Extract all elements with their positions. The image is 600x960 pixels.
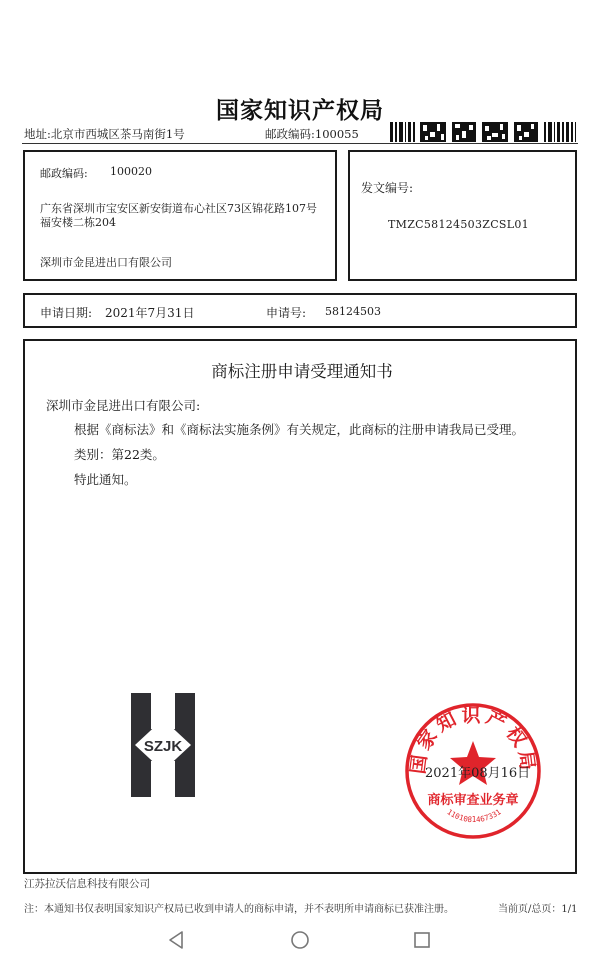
dispatch-number-box <box>348 150 577 281</box>
recipient-address-line1: 广东省深圳市宝安区新安街道布心社区73区锦花路107号 <box>40 202 317 215</box>
dispatch-number-value: TMZC58124503ZCSL01 <box>388 218 529 231</box>
recipient-address-line2: 福安楼二栋204 <box>40 216 116 229</box>
notice-closing: 特此通知。 <box>74 472 137 487</box>
seal-date: 2021年08月16日 <box>425 766 531 781</box>
back-icon[interactable] <box>166 929 188 951</box>
trademark-logo <box>129 691 197 799</box>
header-rule <box>22 143 578 144</box>
notice-category: 类别：第22类。 <box>74 447 165 462</box>
recipient-postal-label: 邮政编码: <box>40 167 88 180</box>
office-title: 国家知识产权局 <box>216 97 384 124</box>
notice-title: 商标注册申请受理通知书 <box>211 362 393 381</box>
recipient-postal-code: 100020 <box>110 165 152 178</box>
footer-company: 江苏拉沃信息科技有限公司 <box>24 878 150 890</box>
notice-paragraph: 根据《商标法》和《商标法实施条例》有关规定，此商标的注册申请我局已受理。 <box>74 422 525 437</box>
barcode <box>390 122 576 142</box>
office-address: 地址:北京市西城区茶马南街1号 <box>24 127 185 141</box>
application-number-value: 58124503 <box>325 305 381 318</box>
recipient-company: 深圳市金昆进出口有限公司 <box>40 256 172 269</box>
application-info-box <box>23 293 577 328</box>
seal-serial: 1101081467331 <box>445 807 503 825</box>
seal-dept-text: 商标审查业务章 <box>427 793 519 808</box>
application-date-value: 2021年7月31日 <box>105 306 195 320</box>
application-number-label: 申请号: <box>266 306 307 320</box>
recipient-box <box>23 150 337 281</box>
trademark-text: SZJK <box>143 738 183 755</box>
recents-icon[interactable] <box>411 929 433 951</box>
application-date-label: 申请日期: <box>40 306 93 320</box>
notice-salutation: 深圳市金昆进出口有限公司: <box>46 398 201 413</box>
footer-page-indicator: 当前页/总页：1/1 <box>498 904 578 915</box>
seal-org-text: 国家知识产权局 <box>407 704 539 776</box>
home-icon[interactable] <box>289 929 311 951</box>
dispatch-number-label: 发文编号: <box>361 181 414 195</box>
notice-box <box>23 339 577 874</box>
footer-note: 注：本通知书仅表明国家知识产权局已收到申请人的商标申请，并不表明所申请商标已获准注册。 <box>24 904 454 915</box>
office-postal-code: 邮政编码:100055 <box>265 127 359 141</box>
navigation-bar <box>0 920 600 960</box>
